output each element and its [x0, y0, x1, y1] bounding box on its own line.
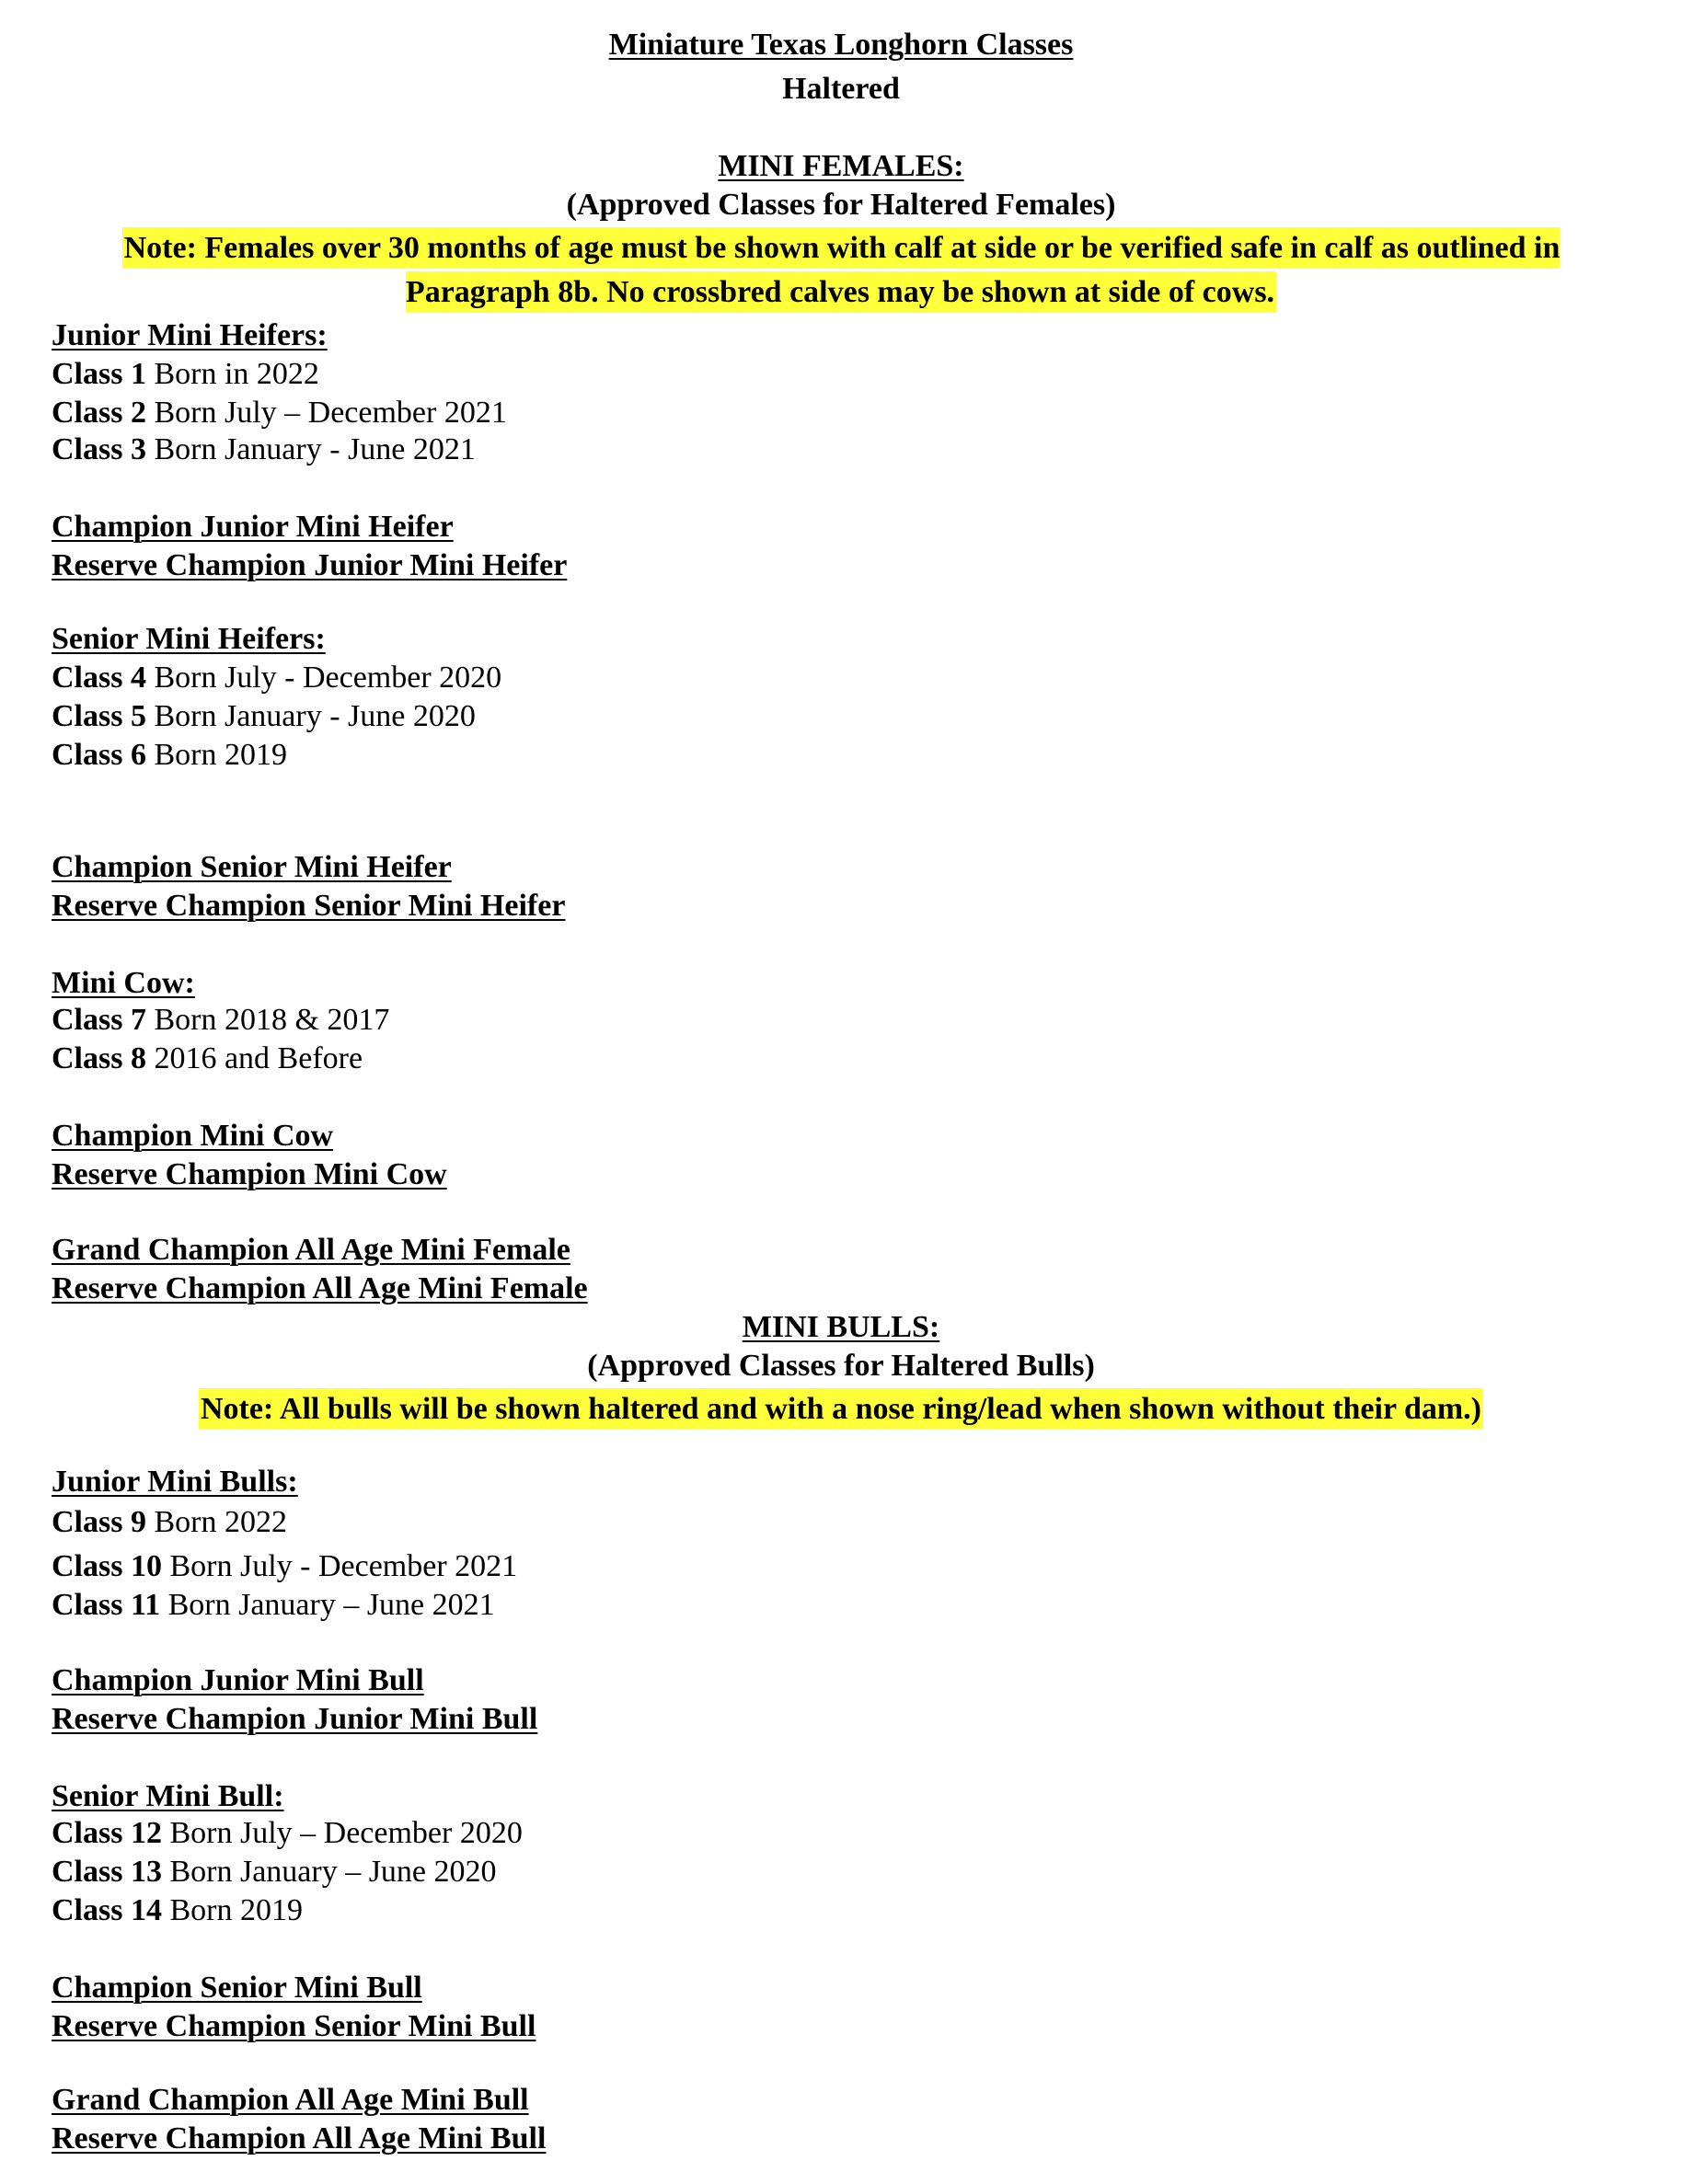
grand-champion-award: Grand Champion All Age Mini Bull: [52, 2083, 529, 2117]
grand-reserve-champion-award: Reserve Champion All Age Mini Female: [52, 1271, 588, 1305]
class-row: [52, 701, 476, 732]
bulls-heading: MINI BULLS:: [742, 1310, 940, 1344]
class-desc: Born 2022: [145, 1505, 287, 1539]
junior-heifers-heading: Junior Mini Heifers:: [52, 318, 328, 352]
class-desc: 2016 and Before: [145, 1041, 363, 1075]
champion-award: Champion Junior Mini Heifer: [52, 510, 454, 544]
class-label: Class 4: [52, 661, 146, 695]
bulls-note: [83, 1387, 1599, 1431]
senior-heifers-heading: Senior Mini Heifers:: [52, 622, 326, 656]
class-label: Class 14: [52, 1893, 162, 1927]
class-desc: Born January – June 2020: [161, 1855, 497, 1889]
class-desc: Born January - June 2021: [145, 432, 476, 466]
class-label: Class 13: [52, 1855, 162, 1889]
class-label: Class 6: [52, 738, 146, 772]
class-desc: Born in 2022: [145, 357, 319, 391]
females-note: [83, 226, 1599, 315]
class-desc: Born 2018 & 2017: [145, 1003, 390, 1037]
champion-award: Champion Junior Mini Bull: [52, 1663, 424, 1697]
class-desc: Born July - December 2021: [161, 1549, 518, 1583]
class-row: [52, 740, 287, 771]
grand-reserve-champion-award: Reserve Champion All Age Mini Bull: [52, 2121, 547, 2155]
class-row: [52, 1551, 517, 1582]
class-row: [52, 662, 501, 694]
class-row: [52, 1005, 389, 1036]
females-heading: MINI FEMALES:: [718, 149, 964, 183]
class-row: [52, 1590, 495, 1621]
class-desc: Born July – December 2020: [161, 1816, 523, 1850]
page-title: Miniature Texas Longhorn Classes: [608, 28, 1074, 62]
females-note-text: Note: Females over 30 months of age must be shown with calf at side or be verified safe in calf as outlined in Paragraph 8b. No crossbred calves may be shown at side of cows.: [122, 227, 1561, 313]
class-label: Class 1: [52, 357, 146, 391]
grand-champion-award: Grand Champion All Age Mini Female: [52, 1233, 570, 1267]
bulls-approved-subheading: (Approved Classes for Haltered Bulls): [587, 1349, 1095, 1383]
class-row: [52, 1895, 303, 1926]
class-row: [52, 1507, 287, 1538]
class-row: [52, 434, 476, 466]
mini-cow-heading: Mini Cow:: [52, 966, 195, 1000]
class-row: [52, 1856, 497, 1888]
reserve-champion-award: Reserve Champion Senior Mini Heifer: [52, 889, 566, 923]
champion-award: Champion Senior Mini Bull: [52, 1971, 422, 2005]
class-label: Class 7: [52, 1003, 146, 1037]
class-label: Class 12: [52, 1816, 162, 1850]
page-subtitle: Haltered: [782, 72, 900, 106]
class-label: Class 9: [52, 1505, 146, 1539]
class-label: Class 8: [52, 1041, 146, 1075]
reserve-champion-award: Reserve Champion Senior Mini Bull: [52, 2009, 536, 2043]
class-desc: Born 2019: [161, 1893, 303, 1927]
class-row: [52, 397, 507, 429]
champion-award: Champion Mini Cow: [52, 1119, 334, 1153]
class-label: Class 3: [52, 432, 146, 466]
class-label: Class 5: [52, 699, 146, 733]
reserve-champion-award: Reserve Champion Junior Mini Heifer: [52, 548, 568, 582]
class-label: Class 10: [52, 1549, 162, 1583]
class-desc: Born January - June 2020: [145, 699, 476, 733]
class-label: Class 11: [52, 1588, 161, 1622]
females-approved-subheading: (Approved Classes for Haltered Females): [566, 188, 1116, 222]
class-row: [52, 1818, 523, 1849]
bulls-note-text: Note: All bulls will be shown haltered and with a nose ring/lead when shown without their dam.): [199, 1388, 1483, 1430]
class-row: [52, 1043, 363, 1075]
class-label: Class 2: [52, 396, 146, 430]
class-desc: Born January – June 2021: [160, 1588, 495, 1622]
junior-bulls-heading: Junior Mini Bulls:: [52, 1465, 298, 1499]
class-desc: Born 2019: [145, 738, 287, 772]
reserve-champion-award: Reserve Champion Mini Cow: [52, 1157, 447, 1191]
class-row: [52, 359, 319, 390]
senior-bulls-heading: Senior Mini Bull:: [52, 1779, 284, 1813]
class-desc: Born July - December 2020: [145, 661, 502, 695]
champion-award: Champion Senior Mini Heifer: [52, 850, 452, 884]
reserve-champion-award: Reserve Champion Junior Mini Bull: [52, 1702, 538, 1736]
class-desc: Born July – December 2021: [145, 396, 507, 430]
